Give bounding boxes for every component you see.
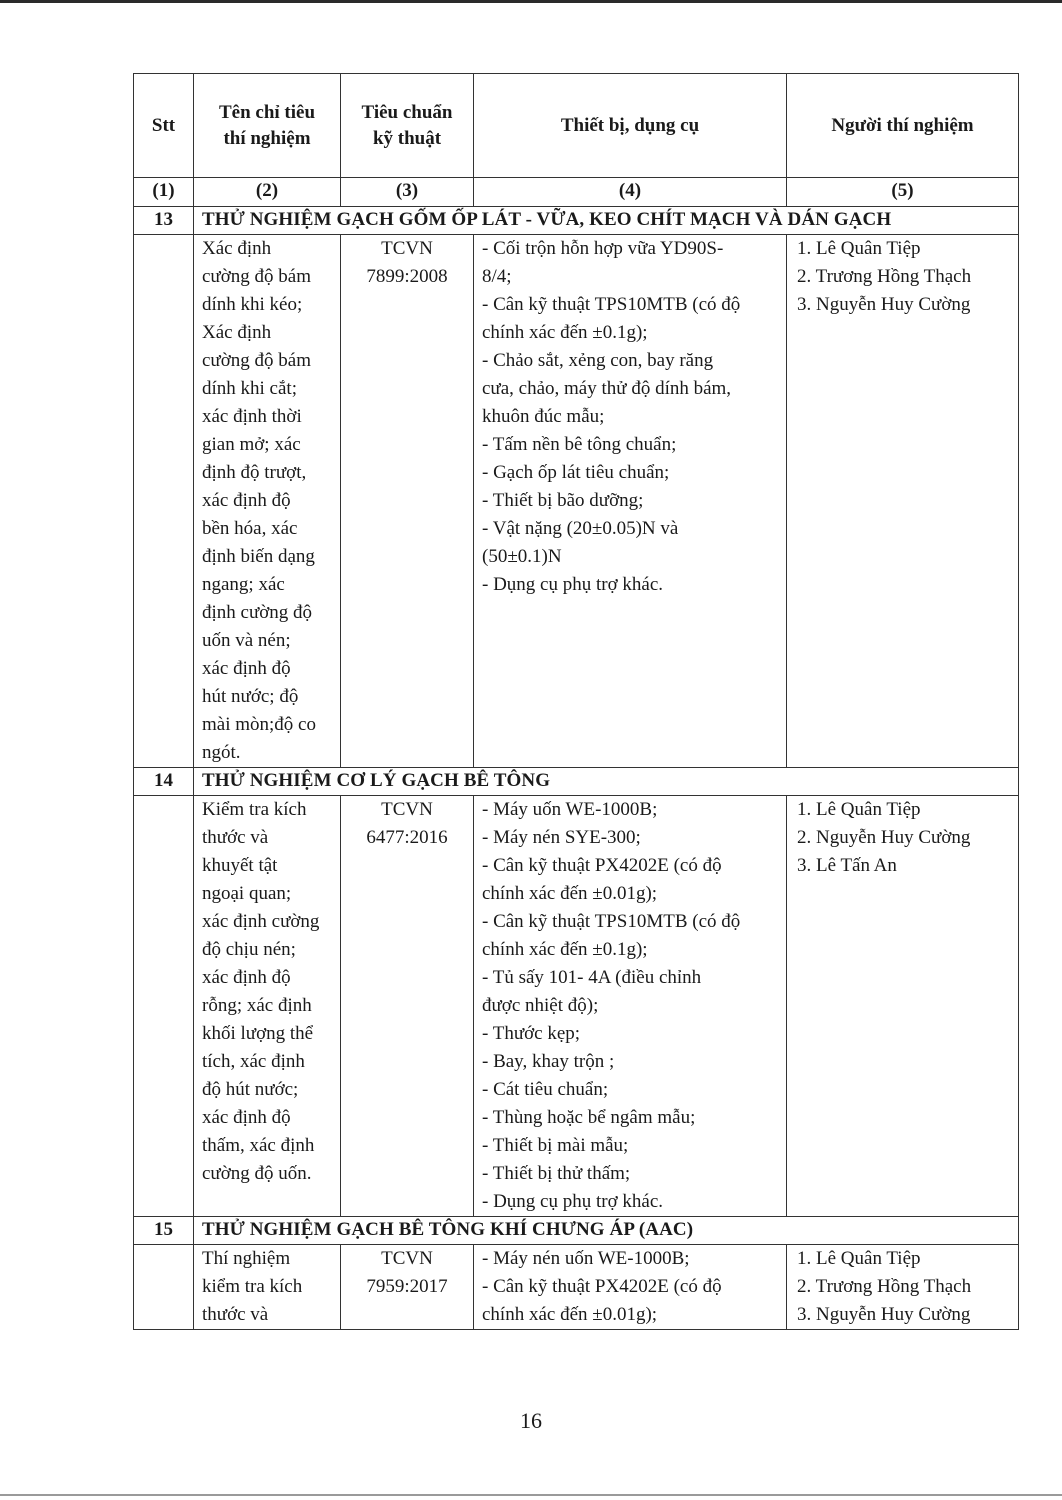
- equipment-cell: [474, 1245, 787, 1330]
- equipment-line: chính xác đến ±0.01g);: [482, 1304, 658, 1325]
- equipment-line: - Dụng cụ phụ trợ khác.: [482, 574, 664, 595]
- equipment-line: - Thước kẹp;: [482, 1023, 581, 1044]
- equipment-line: - Máy uốn WE-1000B;: [482, 799, 658, 820]
- test-name-line: ngoại quan;: [202, 883, 292, 904]
- top-border-rule: [0, 0, 1062, 3]
- tester-name: 1. Lê Quân Tiệp: [797, 799, 921, 820]
- section-number: 15: [134, 1217, 194, 1245]
- equipment-line: - Thiết bị bão dưỡng;: [482, 490, 644, 511]
- test-name-line: độ hút nước;: [202, 1079, 299, 1100]
- test-name-line: uốn và nén;: [202, 630, 291, 651]
- equipment-line: - Thiết bị mài mẫu;: [482, 1135, 629, 1156]
- column-number: (4): [474, 178, 787, 207]
- equipment-line: - Bay, khay trộn ;: [482, 1051, 615, 1072]
- equipment-line: - Thùng hoặc bể ngâm mẫu;: [482, 1107, 696, 1128]
- test-name-line: định cường độ: [202, 602, 313, 623]
- standard-line: TCVN: [381, 799, 433, 820]
- test-name-line: kiểm tra kích: [202, 1276, 303, 1297]
- tester-name: 1. Lê Quân Tiệp: [797, 1248, 921, 1269]
- page-number: 16: [520, 1408, 542, 1433]
- equipment-line: chính xác đến ±0.1g);: [482, 322, 648, 343]
- test-name-line: hút nước; độ: [202, 686, 299, 707]
- tester-name: 2. Trương Hồng Thạch: [797, 1276, 972, 1297]
- equipment-line: - Máy nén uốn WE-1000B;: [482, 1248, 690, 1269]
- test-name-line: xác định độ: [202, 1107, 291, 1128]
- column-number: (2): [194, 178, 341, 207]
- section-header-row: [134, 768, 1019, 796]
- header-tester: Người thí nghiệm: [787, 74, 1019, 178]
- test-name-cell: [194, 796, 341, 1217]
- test-name-line: xác định độ: [202, 658, 291, 679]
- section-title: THỬ NGHIỆM GẠCH GỐM ỐP LÁT - VỮA, KEO CHÍT MẠCH VÀ DÁN GẠCH: [194, 207, 1019, 235]
- section-number: 13: [134, 207, 194, 235]
- test-name-line: cường độ bám: [202, 350, 311, 371]
- column-number-row: [134, 178, 1019, 207]
- tester-name: 1. Lê Quân Tiệp: [797, 238, 921, 259]
- test-name-line: định độ trượt,: [202, 462, 307, 483]
- header-standard: [341, 74, 474, 178]
- tester-name: 3. Nguyễn Huy Cường: [797, 1304, 971, 1325]
- equipment-line: - Tấm nền bê tông chuẩn;: [482, 434, 677, 455]
- standard-line: 6477:2016: [366, 827, 448, 848]
- equipment-line: - Thiết bị thử thấm;: [482, 1163, 631, 1184]
- equipment-line: - Chảo sắt, xẻng con, bay răng: [482, 350, 714, 371]
- standard-line: TCVN: [381, 238, 433, 259]
- equipment-cell: [474, 235, 787, 768]
- test-name-line: Kiểm tra kích: [202, 799, 307, 820]
- test-name-cell: [194, 1245, 341, 1330]
- test-name-line: dính khi kéo;: [202, 294, 303, 315]
- equipment-line: được nhiệt độ);: [482, 995, 599, 1016]
- test-name-line: độ chịu nén;: [202, 939, 296, 960]
- equipment-line: khuôn đúc mẫu;: [482, 406, 605, 427]
- test-name-line: thước và: [202, 827, 269, 848]
- equipment-line: chính xác đến ±0.1g);: [482, 939, 648, 960]
- column-number: (1): [134, 178, 194, 207]
- section-title: THỬ NGHIỆM GẠCH BÊ TÔNG KHÍ CHƯNG ÁP (AAC): [194, 1217, 1019, 1245]
- standard-cell: [341, 1245, 474, 1330]
- standard-line: TCVN: [381, 1248, 433, 1269]
- tester-cell: [787, 235, 1019, 768]
- tester-name: 2. Trương Hồng Thạch: [797, 266, 972, 287]
- equipment-line: 8/4;: [482, 266, 512, 287]
- section-title: THỬ NGHIỆM CƠ LÝ GẠCH BÊ TÔNG: [194, 768, 1019, 796]
- standard-cell: [341, 235, 474, 768]
- header-test-name-line: Tên chỉ tiêu: [218, 101, 316, 123]
- equipment-line: - Cân kỹ thuật PX4202E (có độ: [482, 855, 722, 876]
- test-name-line: bền hóa, xác: [202, 518, 298, 539]
- test-name-line: định biến dạng: [202, 546, 315, 567]
- section-body-row: [134, 235, 1019, 768]
- test-name-line: ngang; xác: [202, 574, 285, 595]
- equipment-line: - Cối trộn hỗn hợp vữa YD90S-: [482, 238, 724, 259]
- header-equipment: Thiết bị, dụng cụ: [474, 74, 787, 178]
- test-name-line: cường độ uốn.: [202, 1163, 312, 1184]
- equipment-line: cưa, chảo, máy thử độ dính bám,: [482, 378, 732, 399]
- test-capability-table: [133, 73, 1019, 1330]
- equipment-line: - Cát tiêu chuẩn;: [482, 1079, 609, 1100]
- empty-stt-cell: [134, 235, 194, 768]
- tester-name: 2. Nguyễn Huy Cường: [797, 827, 971, 848]
- empty-stt-cell: [134, 796, 194, 1217]
- test-name-line: Thí nghiệm: [202, 1248, 291, 1269]
- equipment-line: - Cân kỹ thuật TPS10MTB (có độ: [482, 911, 741, 932]
- equipment-line: - Cân kỹ thuật TPS10MTB (có độ: [482, 294, 741, 315]
- header-standard-line: Tiêu chuẩn: [361, 101, 453, 123]
- test-name-line: thấm, xác định: [202, 1135, 315, 1156]
- header-stt: Stt: [134, 74, 194, 178]
- test-name-line: cường độ bám: [202, 266, 311, 287]
- section-number: 14: [134, 768, 194, 796]
- tester-cell: [787, 1245, 1019, 1330]
- standard-line: 7959:2017: [366, 1276, 448, 1297]
- test-name-line: tích, xác định: [202, 1051, 305, 1072]
- standard-cell: [341, 796, 474, 1217]
- equipment-line: chính xác đến ±0.01g);: [482, 883, 658, 904]
- column-number: (5): [787, 178, 1019, 207]
- test-name-line: mài mòn;độ co: [202, 714, 316, 735]
- section-body-row: [134, 1245, 1019, 1330]
- header-test-name: [194, 74, 341, 178]
- test-name-line: xác định độ: [202, 967, 291, 988]
- tester-cell: [787, 796, 1019, 1217]
- header-row: [134, 74, 1019, 178]
- test-name-line: dính khi cắt;: [202, 378, 297, 399]
- test-name-line: rỗng; xác định: [202, 995, 312, 1016]
- equipment-line: - Dụng cụ phụ trợ khác.: [482, 1191, 664, 1212]
- equipment-line: - Máy nén SYE-300;: [482, 827, 641, 848]
- test-name-line: xác định độ: [202, 490, 291, 511]
- test-name-line: khuyết tật: [202, 855, 278, 876]
- equipment-line: - Vật nặng (20±0.05)N và: [482, 518, 679, 539]
- test-name-line: Xác định: [202, 238, 272, 259]
- tester-name: 3. Nguyễn Huy Cường: [797, 294, 971, 315]
- header-test-name-line: thí nghiệm: [223, 127, 311, 149]
- test-name-line: Xác định: [202, 322, 272, 343]
- empty-stt-cell: [134, 1245, 194, 1330]
- bottom-border-rule: [0, 1494, 1062, 1496]
- test-name-line: ngót.: [202, 742, 241, 763]
- test-name-cell: [194, 235, 341, 768]
- tester-name: 3. Lê Tấn An: [797, 855, 897, 876]
- header-standard-line: kỹ thuật: [372, 127, 442, 149]
- section-body-row: [134, 796, 1019, 1217]
- test-name-line: xác định thời: [202, 406, 302, 427]
- test-name-line: khối lượng thể: [202, 1023, 314, 1044]
- standard-line: 7899:2008: [366, 266, 448, 287]
- test-name-line: thước và: [202, 1304, 269, 1325]
- equipment-line: - Cân kỹ thuật PX4202E (có độ: [482, 1276, 722, 1297]
- column-number: (3): [341, 178, 474, 207]
- equipment-cell: [474, 796, 787, 1217]
- equipment-line: - Gạch ốp lát tiêu chuẩn;: [482, 462, 670, 483]
- equipment-line: - Tủ sấy 101- 4A (điều chỉnh: [482, 967, 702, 988]
- test-name-line: gian mở; xác: [202, 434, 301, 455]
- test-name-line: xác định cường: [202, 911, 320, 932]
- equipment-line: (50±0.1)N: [482, 546, 562, 567]
- section-header-row: [134, 1217, 1019, 1245]
- section-header-row: [134, 207, 1019, 235]
